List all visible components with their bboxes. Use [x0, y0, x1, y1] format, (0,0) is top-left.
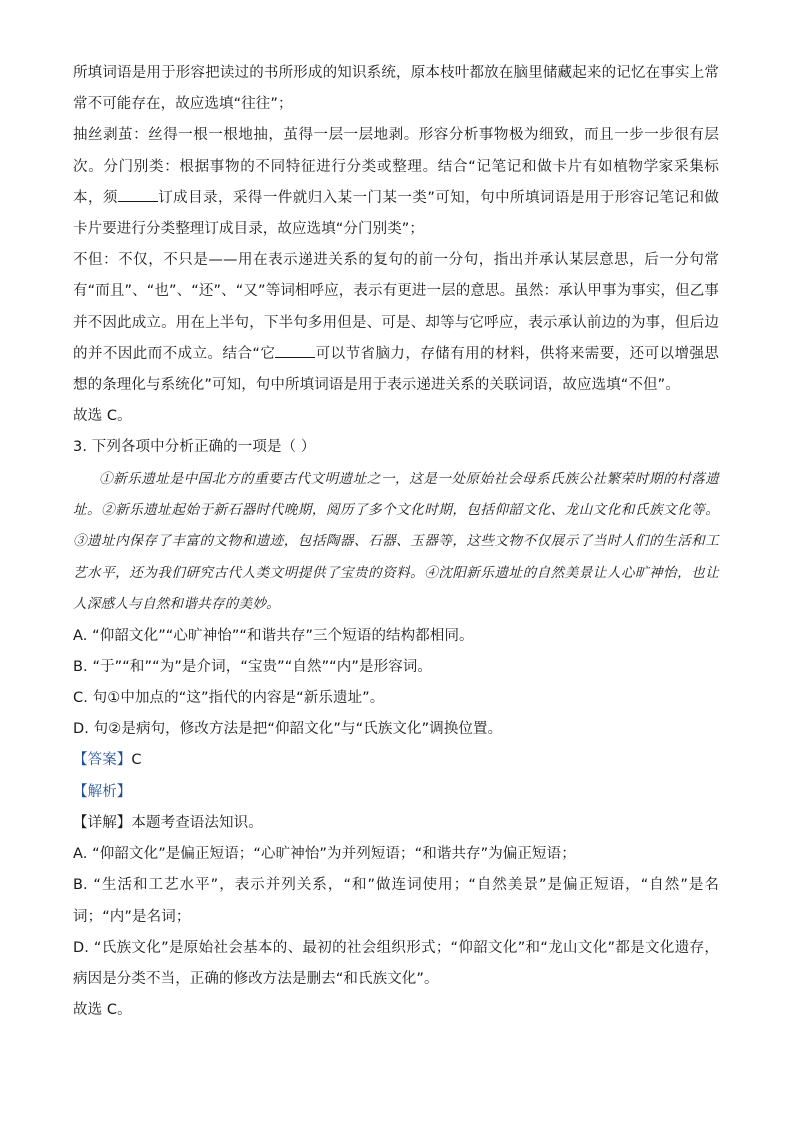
option-a: A. “仰韶文化”“心旷神怡”“和谐共存”三个短语的结构都相同。 — [73, 627, 474, 644]
detail-line — [73, 808, 719, 839]
paragraph-fenmen-part2: 订成目录，采得一件就归入某一门某一类”可知，句中所填词语是用于形容记笔记和做卡片要进行分类整理订成目录，故应选填“分门别类”； — [73, 189, 719, 238]
detail-intro: 本题考查语法知识。 — [131, 814, 263, 831]
analysis-heading — [73, 777, 719, 808]
fill-blank — [275, 343, 315, 358]
fill-blank — [118, 187, 158, 202]
document-body — [73, 58, 719, 1026]
option-b: B. “于”“和”“为”是介词，“宝贵”“自然”“内”是形容词。 — [73, 658, 433, 675]
paragraph-fenmen-part1: 抽丝剥茧：丝得一根一根地抽，茧得一层一层地剥。形容分析事物极为细致，而且一步一步很有层次。分门别类：根据事物的不同特征进行分类或整理。结合“记笔记和做卡片有如植物学家采集标本，须 — [73, 127, 719, 206]
answer-value: C — [131, 752, 142, 769]
analysis-tag: 【解析】 — [73, 783, 132, 800]
answer-tag: 【答案】 — [73, 752, 132, 769]
analysis-line-a: A. “仰韶文化”是偏正短语；“心旷神怡”为并列短语；“和谐共存”为偏正短语； — [73, 846, 576, 863]
option-c: C. 句①中加点的“这”指代的内容是“新乐遗址”。 — [73, 690, 385, 707]
choose-c-line: 故选 C。 — [73, 408, 132, 425]
paragraph-budan-part1: 不但：不仅，不只是——用在表示递进关系的复句的前一分句，指出并承认某层意思，后一分句常有“而且”、“也”、“还”、“又”等词相呼应，表示有更进一层的意思。虽然：承认甲事为事实，但乙事并不因此成立。用在上半句，下半句多用但是、可是、却等与它呼应，表示承认前边的为事，但后边的并不因此而不成立。结合“它 — [73, 252, 719, 362]
analysis-line-b: B. “生活和工艺水平”，表示并列关系，“和”做连词使用；“自然美景”是偏正短语，“自然”是名词；“内”是名词； — [73, 877, 719, 925]
paragraph-budan — [73, 245, 719, 401]
answer-line — [73, 745, 719, 776]
paragraph-budan-part2: 可以节省脑力，存储有用的材料，供将来需要，还可以增强思想的条理化与系统化”可知，句中所填词语是用于表示递进关系的关联词语，故应选填“不但”。 — [73, 345, 719, 394]
paragraph-fenmenbielei — [73, 120, 719, 245]
analysis-line-d: D. “氏族文化”是原始社会基本的、最初的社会组织形式；“仰韶文化”和“龙山文化”都是文化遗存，病因是分类不当，正确的修改方法是删去“和氏族文化”。 — [73, 939, 719, 987]
detail-tag: 【详解】 — [73, 814, 132, 831]
question-passage: ①新乐遗址是中国北方的重要古代文明遗址之一，这是一处原始社会母系氏族公社繁荣时期的村落遗址。②新乐遗址起始于新石器时代晚期，阅历了多个文化时期，包括仰韶文化、龙山文化和氏族文化等。③遗址内保存了丰富的文物和遗迹，包括陶器、石器、玉器等，这些文物不仅展示了当时人们的生活和工艺水平，还为我们研究古代人类文明提供了宝贵的资料。④沈阳新乐遗址的自然美景让人心旷神怡，也让人深感人与自然和谐共存的美妙。 — [73, 470, 719, 613]
option-d: D. 句②是病句，修改方法是把“仰韶文化”与“氏族文化”调换位置。 — [73, 721, 503, 738]
analysis-conclusion: 故选 C。 — [73, 1002, 132, 1019]
paragraph-wangwang: 所填词语是用于形容把读过的书所形成的知识系统，原本枝叶都放在脑里储藏起来的记忆在事实上常常不可能存在，故应选填“往往”； — [73, 65, 719, 113]
question-title: 3. 下列各项中分析正确的一项是（ ） — [73, 439, 316, 456]
